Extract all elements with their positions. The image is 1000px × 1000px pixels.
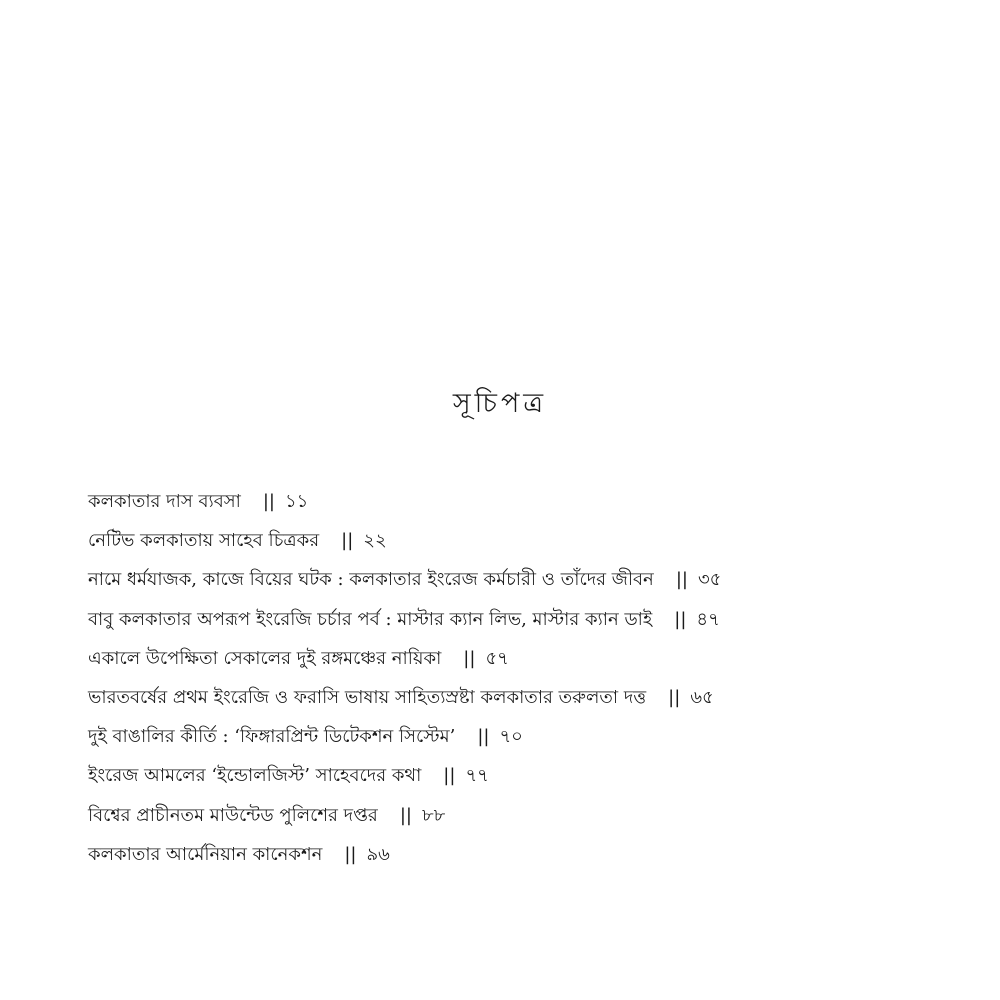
toc-page-number: ৬৫ — [690, 686, 714, 708]
toc-separator: || — [668, 686, 681, 708]
toc-entry — [88, 484, 968, 523]
table-of-contents — [88, 484, 968, 876]
toc-page-number: ৯৬ — [366, 843, 390, 865]
toc-page-number: ১১ — [284, 491, 309, 512]
toc-entry-title: ইংরেজ আমলের ‘ইন্ডোলজিস্ট’ সাহেবদের কথা — [88, 765, 422, 787]
toc-entry-title: বাবু কলকাতার অপরূপ ইংরেজি চর্চার পর্ব : মাস্টার ক্যান লিভ, মাস্টার ক্যান ডাই — [88, 608, 653, 630]
toc-separator: || — [674, 608, 687, 630]
toc-page-number: ২২ — [363, 530, 387, 552]
toc-page-number: ৭৭ — [465, 765, 489, 787]
toc-entry — [88, 523, 968, 562]
toc-page-number: ৩৫ — [697, 569, 722, 591]
toc-separator: || — [443, 765, 456, 787]
toc-separator: || — [341, 530, 354, 552]
toc-separator: || — [675, 569, 688, 591]
toc-separator: || — [262, 491, 275, 512]
toc-entry-title: ভারতবর্ষের প্রথম ইংরেজি ও ফরাসি ভাষায় সাহিত্যস্রষ্টা কলকাতার তরুলতা দত্ত — [88, 686, 647, 708]
toc-entry-title: কলকাতার দাস ব্যবসা — [88, 491, 241, 512]
toc-entry-title: নামে ধর্মযাজক, কাজে বিয়ের ঘটক : কলকাতার ইংরেজ কর্মচারী ও তাঁদের জীবন — [88, 569, 654, 591]
toc-entry-title: দুই বাঙালির কীর্তি : ‘ফিঙ্গারপ্রিন্ট ডিটেকশন সিস্টেম’ — [88, 726, 456, 748]
toc-separator: || — [344, 843, 357, 865]
toc-entry — [88, 798, 968, 837]
toc-page-number: ৪৭ — [696, 608, 720, 630]
toc-entry — [88, 758, 968, 797]
toc-separator: || — [477, 726, 490, 748]
toc-entry — [88, 719, 968, 758]
toc-entry — [88, 680, 968, 719]
toc-entry-title: বিশ্বের প্রাচীনতম মাউন্টেড পুলিশের দপ্তর — [88, 804, 378, 826]
toc-page-number: ৫৭ — [485, 647, 509, 669]
toc-entry — [88, 602, 968, 641]
toc-page-number: ৭০ — [499, 726, 523, 748]
toc-entry-title: কলকাতার আর্মেনিয়ান কানেকশন — [88, 843, 323, 865]
toc-entry — [88, 562, 968, 601]
toc-entry-title: নেটিভ কলকাতায় সাহেব চিত্রকর — [88, 530, 320, 552]
page-title: সূচিপত্র — [452, 388, 548, 419]
toc-entry — [88, 641, 968, 680]
toc-entry — [88, 837, 968, 876]
toc-separator: || — [463, 647, 476, 669]
toc-page-number: ৮৮ — [421, 804, 446, 826]
toc-entry-title: একালে উপেক্ষিতা সেকালের দুই রঙ্গমঞ্চের নায়িকা — [88, 647, 442, 669]
toc-separator: || — [399, 804, 412, 826]
